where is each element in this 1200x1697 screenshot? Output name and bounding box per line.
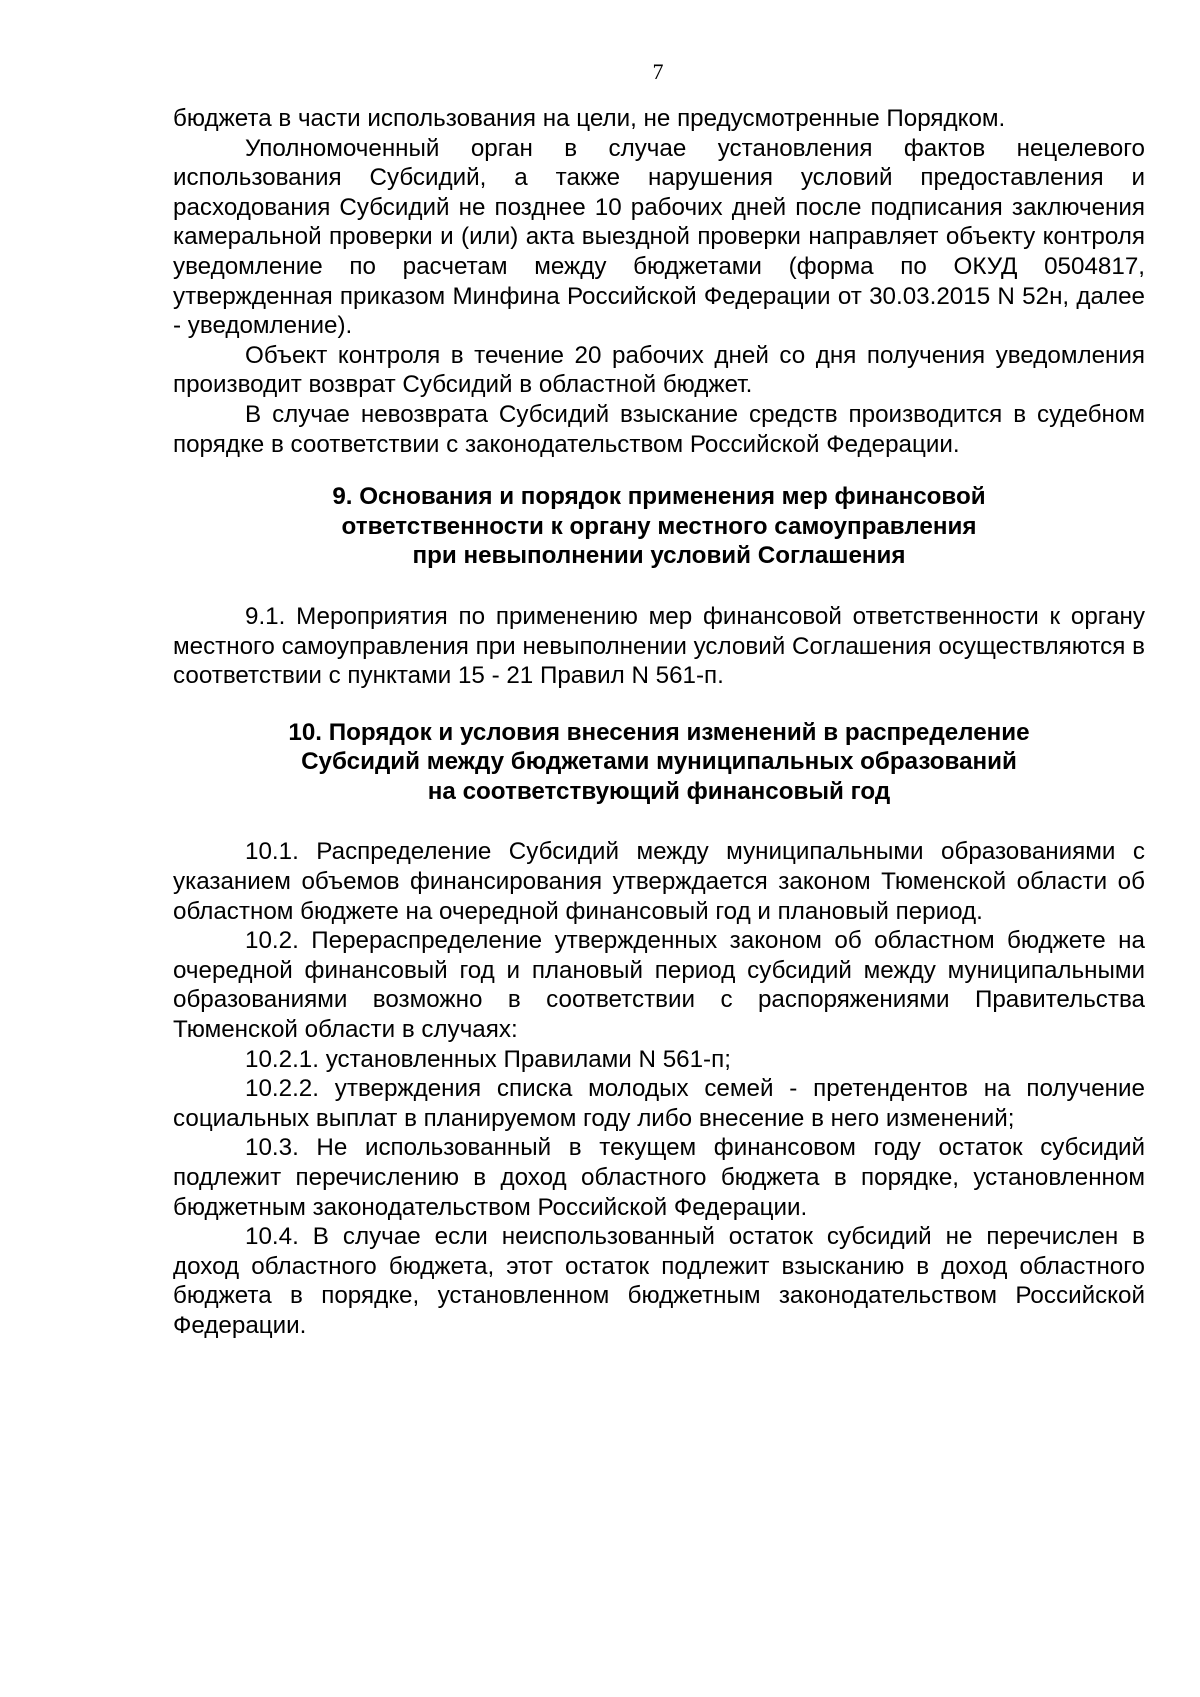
paragraph-judicial-recovery: В случае невозврата Субсидий взыскание средств производится в судебном порядке в соответствии с законодательством Российской Федерации.	[173, 400, 1145, 458]
section-9-heading	[173, 482, 1145, 571]
paragraph-10-2-2: 10.2.2. утверждения списка молодых семей - претендентов на получение социальных выплат в планируемом году либо внесение в него изменений;	[173, 1075, 1145, 1132]
paragraph-10-4: 10.4. В случае если неиспользованный остаток субсидий не перечислен в доход областного бюджета, этот остаток подлежит взысканию в доход областного бюджета в порядке, установленном бюджетным законодательством Российской Федерации.	[173, 1223, 1145, 1339]
paragraph-authorized-body-notice: Уполномоченный орган в случае установления фактов нецелевого использования Субсидий, а также нарушения условий предоставления и расходования Субсидий не позднее 10 рабочих дней после подписания заключения камеральной проверки и (или) акта выездной проверки направляет объекту контроля уведомление по расчетам между бюджетами (форма по ОКУД 0504817, утвержденная приказом Минфина Российской Федерации от 30.03.2015 N 52н, далее - уведомление).	[173, 134, 1145, 340]
section-10-heading-line: Субсидий между бюджетами муниципальных образований	[301, 748, 1017, 776]
section-9-heading-line: при невыполнении условий Соглашения	[412, 542, 906, 570]
paragraph-continuation: бюджета в части использования на цели, не предусмотренные Порядком.	[173, 105, 1006, 132]
section-9-heading-line: ответственности к органу местного самоуправления	[341, 512, 977, 540]
section-10-heading-line: на соответствующий финансовый год	[427, 777, 891, 805]
document-body	[173, 104, 1145, 1341]
paragraph-10-2: 10.2. Перераспределение утвержденных законом об областном бюджете на очередной финансовый год и плановый период субсидий между муниципальными образованиями возможно в соответствии с распоряжениями Правительства Тюменской области в случаях:	[173, 927, 1145, 1044]
paragraph-10-2-1: 10.2.1. установленных Правилами N 561-п;	[245, 1045, 731, 1073]
paragraph-9-1: 9.1. Мероприятия по применению мер финансовой ответственности к органу местного самоуправления при невыполнении условий Соглашения осуществляются в соответствии с пунктами 15 - 21 Правил N 561-п.	[173, 602, 1145, 690]
page-number: 7	[652, 59, 664, 84]
section-9-heading-line: 9. Основания и порядок применения мер финансовой	[332, 483, 986, 511]
paragraph-10-1: 10.1. Распределение Субсидий между муниципальными образованиями с указанием объемов финансирования утверждается законом Тюменской области об областном бюджете на очередной финансовый год и плановый период.	[173, 838, 1145, 925]
section-10-heading-line: 10. Порядок и условия внесения изменений в распределение	[288, 718, 1030, 746]
paragraph-10-3: 10.3. Не использованный в текущем финансовом году остаток субсидий подлежит перечислению в доход областного бюджета в порядке, установленном бюджетным законодательством Российской Федерации.	[173, 1134, 1145, 1221]
paragraph-return-of-subsidies: Объект контроля в течение 20 рабочих дней со дня получения уведомления производит возврат Субсидий в областной бюджет.	[173, 341, 1145, 399]
section-10-heading	[173, 718, 1145, 807]
